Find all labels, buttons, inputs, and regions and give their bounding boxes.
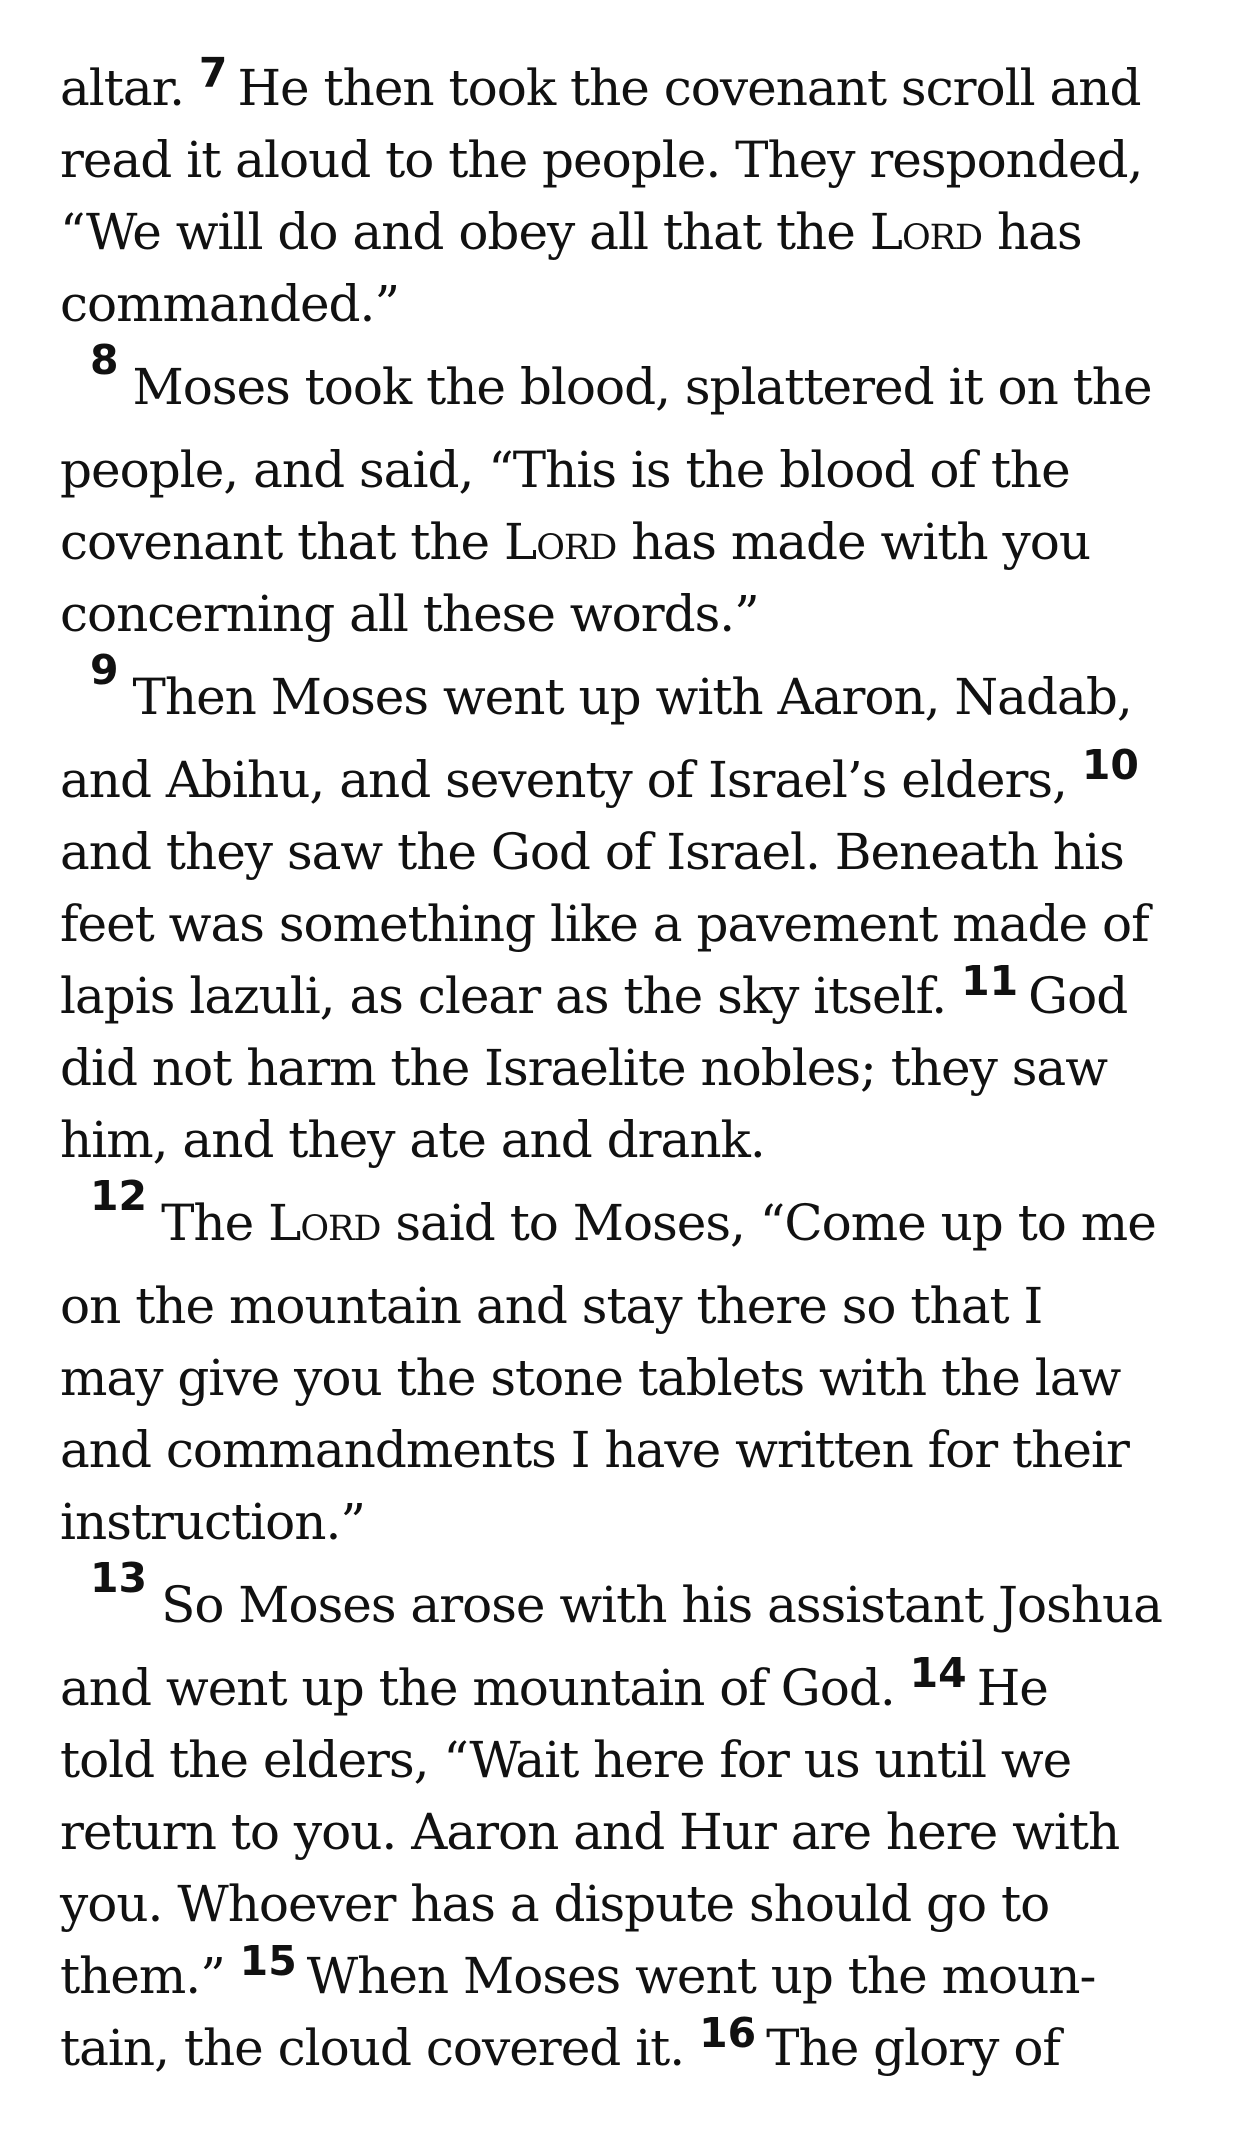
verse-number: 16 xyxy=(699,2009,757,2057)
text-run: return to you. Aaron and Hur are here with xyxy=(60,1803,1120,1861)
text-run: and they saw the God of Israel. Beneath his xyxy=(60,823,1124,881)
text-run: you. Whoever has a dispute should go to xyxy=(60,1875,1050,1933)
text-run: The xyxy=(161,1194,254,1252)
text-line xyxy=(60,646,1200,744)
text-run: altar. xyxy=(60,59,185,117)
text-line xyxy=(60,1104,1200,1176)
divine-name: Lord xyxy=(268,1194,381,1252)
text-line xyxy=(60,49,1200,124)
verse-number: 7 xyxy=(198,49,228,97)
text-line xyxy=(60,1649,1200,1724)
text-line xyxy=(60,1414,1200,1486)
text-line xyxy=(60,1554,1200,1652)
verse-number: 9 xyxy=(90,646,119,694)
text-line xyxy=(60,506,1200,578)
text-line xyxy=(60,268,1200,340)
text-run: So Moses arose with his assistant Joshua xyxy=(161,1576,1162,1634)
text-line xyxy=(60,124,1200,196)
text-run: lapis lazuli, as clear as the sky itself. xyxy=(60,967,947,1025)
text-run: and Abihu, and seventy of Israel’s elders, xyxy=(60,751,1067,809)
text-line xyxy=(60,1172,1200,1270)
text-line xyxy=(60,1868,1200,1940)
verse-number: 14 xyxy=(909,1649,967,1697)
text-run: When Moses went up the moun- xyxy=(306,1947,1096,2005)
text-line xyxy=(60,578,1200,650)
text-run: told the elders, “Wait here for us until we xyxy=(60,1731,1072,1789)
text-run: God xyxy=(1028,967,1128,1025)
text-run: commanded.” xyxy=(60,275,399,333)
verse-number: 15 xyxy=(239,1937,297,1985)
text-line xyxy=(60,1796,1200,1868)
text-run: on the mountain and stay there so that I xyxy=(60,1277,1043,1335)
text-run: tain, the cloud covered it. xyxy=(60,2019,685,2077)
text-line xyxy=(60,1937,1200,2012)
verse-number: 10 xyxy=(1081,741,1139,789)
text-line xyxy=(60,2009,1200,2084)
divine-name: Lord xyxy=(504,513,617,571)
text-run: He xyxy=(976,1659,1048,1717)
text-run: him, and they ate and drank. xyxy=(60,1111,765,1169)
text-run: and went up the mountain of God. xyxy=(60,1659,895,1717)
text-run: concerning all these words.” xyxy=(60,585,759,643)
text-line xyxy=(60,888,1200,960)
scripture-text xyxy=(60,49,1200,2084)
text-run: instruction.” xyxy=(60,1493,365,1551)
text-run: people, and said, “This is the blood of the xyxy=(60,441,1070,499)
text-run: said to Moses, “Come up to me xyxy=(395,1194,1156,1252)
text-run: may give you the stone tablets with the law xyxy=(60,1349,1121,1407)
text-line xyxy=(60,1486,1200,1558)
text-line xyxy=(60,1032,1200,1104)
text-run: Moses took the blood, splattered it on the xyxy=(132,358,1152,416)
text-line xyxy=(60,336,1200,434)
text-run: feet was something like a pavement made of xyxy=(60,895,1149,953)
text-line xyxy=(60,1270,1200,1342)
text-run: did not harm the Israelite nobles; they saw xyxy=(60,1039,1108,1097)
text-line xyxy=(60,741,1200,816)
text-line xyxy=(60,434,1200,506)
text-line xyxy=(60,1342,1200,1414)
text-run: The glory of xyxy=(766,2019,1060,2077)
text-run: “We will do and obey all that the xyxy=(60,203,855,261)
text-run: read it aloud to the people. They responded, xyxy=(60,131,1143,189)
text-run: has made with you xyxy=(631,513,1091,571)
text-line xyxy=(60,1724,1200,1796)
verse-number: 11 xyxy=(961,957,1019,1005)
text-line xyxy=(60,957,1200,1032)
text-run: has xyxy=(996,203,1082,261)
verse-number: 12 xyxy=(90,1172,148,1220)
verse-number: 8 xyxy=(90,336,119,384)
text-run: and commandments I have written for their xyxy=(60,1421,1129,1479)
text-run: He then took the covenant scroll and xyxy=(237,59,1141,117)
text-line xyxy=(60,196,1200,268)
verse-number: 13 xyxy=(90,1554,148,1602)
text-run: Then Moses went up with Aaron, Nadab, xyxy=(132,668,1132,726)
text-run: them.” xyxy=(60,1947,225,2005)
divine-name: Lord xyxy=(869,203,983,261)
text-run: covenant that the xyxy=(60,513,490,571)
text-line xyxy=(60,816,1200,888)
